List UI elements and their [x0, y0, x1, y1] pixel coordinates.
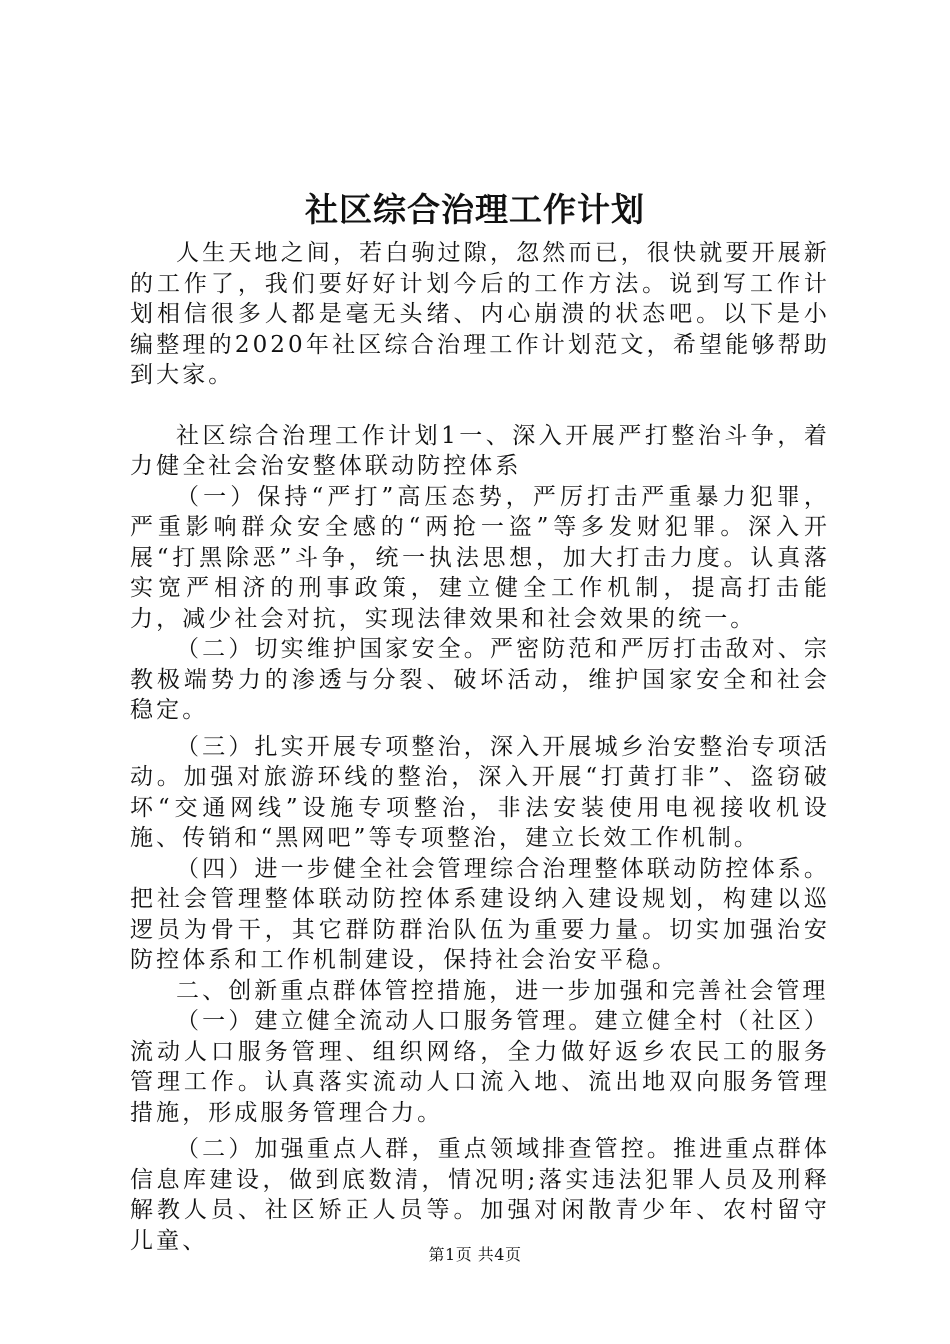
body-paragraph: （一）建立健全流动人口服务管理。建立健全村（社区）流动人口服务管理、组织网络，全力做好返乡农民工的服务管理工作。认真落实流动人口流入地、流出地双向服务管理措施，形成服务管理合力。 — [130, 1008, 830, 1126]
document-title: 社区综合治理工作计划 — [305, 190, 645, 229]
body-paragraph: （二）加强重点人群，重点领域排查管控。推进重点群体信息库建设，做到底数清，情况明;落实违法犯罪人员及刑释解教人员、社区矫正人员等。加强对闲散青少年、农村留守儿童、 — [130, 1136, 830, 1254]
body-paragraph: （三）扎实开展专项整治，深入开展城乡治安整治专项活动。加强对旅游环线的整治，深入开展“打黄打非”、盗窃破坏“交通网线”设施专项整治，非法安装使用电视接收机设施、传销和“黑网吧”等专项整治，建立长效工作机制。 — [130, 733, 830, 851]
intro-paragraph: 人生天地之间，若白驹过隙，忽然而已，很快就要开展新的工作了，我们要好好计划今后的工作方法。说到写工作计划相信很多人都是毫无头绪、内心崩溃的状态吧。以下是小编整理的2020年社区综合治理工作计划范文，希望能够帮助到大家。 — [130, 240, 830, 388]
document-body — [130, 238, 830, 1256]
body-paragraph: （四）进一步健全社会管理综合治理整体联动防控体系。把社会管理整体联动防控体系建设纳入建设规划，构建以巡逻员为骨干，其它群防群治队伍为重要力量。切实加强治安防控体系和工作机制建设，保持社会治安平稳。 — [130, 855, 830, 973]
page-number-footer: 第1页 共4页 — [428, 1245, 522, 1264]
body-paragraph: （二）切实维护国家安全。严密防范和严厉打击敌对、宗教极端势力的渗透与分裂、破坏活动，维护国家安全和社会稳定。 — [130, 636, 830, 723]
section-heading-paragraph: 社区综合治理工作计划1一、深入开展严打整治斗争，着力健全社会治安整体联动防控体系 — [130, 422, 830, 479]
section-heading-paragraph: 二、创新重点群体管控措施，进一步加强和完善社会管理 — [176, 977, 829, 1004]
body-paragraph: （一）保持“严打”高压态势，严厉打击严重暴力犯罪，严重影响群众安全感的“两抢一盗”等多发财犯罪。深入开展“打黑除恶”斗争，统一执法思想，加大打击力度。认真落实宽严相济的刑事政策，建立健全工作机制，提高打击能力，减少社会对抗，实现法律效果和社会效果的统一。 — [130, 483, 830, 632]
